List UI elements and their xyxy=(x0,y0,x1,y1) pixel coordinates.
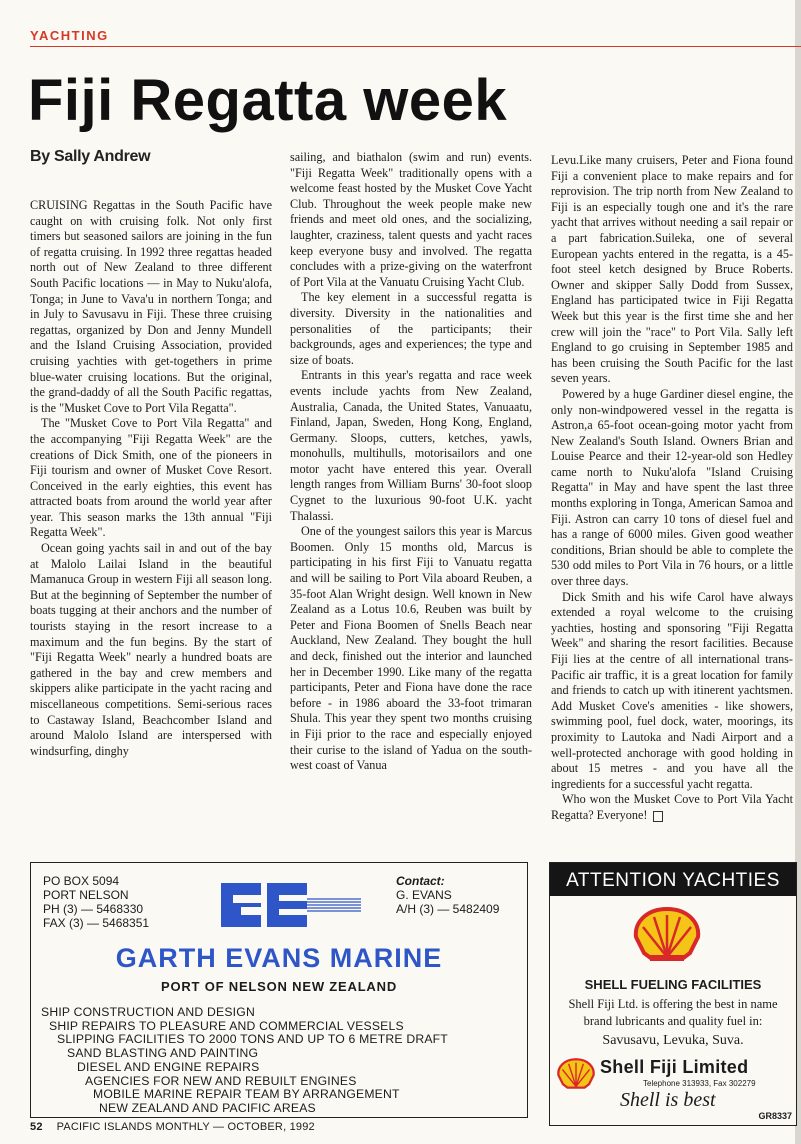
section-label: YACHTING xyxy=(30,28,109,43)
service-line: SLIPPING FACILITIES TO 2000 TONS AND UP TO 6 METRE DRAFT xyxy=(57,1032,448,1047)
end-mark-icon xyxy=(653,811,663,822)
paragraph xyxy=(551,792,793,823)
ad-code: GR8337 xyxy=(758,1111,792,1121)
service-line: MOBILE MARINE REPAIR TEAM BY ARRANGEMENT xyxy=(93,1087,400,1102)
contact-phone: A/H (3) — 5482409 xyxy=(396,902,500,916)
shell-ad xyxy=(549,862,797,1126)
paragraph: CRUISING Regattas in the South Pacific have caught on with cruising folk. Not only first timers but seasoned sailors are joining in the fun of regatta cruising. In 1992 three regattas headed north out of New Zealand to three different South Pacific locations — in May to Nuku'alofa, Tonga; in June to Vava'u in northern Tonga; and in July to Savusavu in Fiji. These three cruising regattas, organized by Don and Jenny Mundell and the Island Cruising Association, provided cruising yachties with get-togethers in prime blue-water cruising locations. But the original, the grand-daddy of all the South Pacific regattas, is the "Musket Cove to Port Vila Regatta". xyxy=(30,198,272,415)
section-rule xyxy=(30,46,801,47)
service-line: SAND BLASTING AND PAINTING xyxy=(67,1046,259,1061)
paragraph: sailing, and biathalon (swim and run) events. "Fiji Regatta Week" traditionally opens with a welcome feast hosted by the Musket Cove Yacht Club. Throughout the week people make new friends and meet old ones, and the socializing, laughter, craziness, talent quests and yacht races keep everyone busy and involved. The regatta concludes with a prize-giving on the waterfront of Port Vila at the Vanuatu Cruising Yacht Club. xyxy=(290,150,532,289)
article-column-3 xyxy=(551,153,793,824)
publication-line: PACIFIC ISLANDS MONTHLY — OCTOBER, 1992 xyxy=(56,1121,315,1133)
shell-slogan: Shell is best xyxy=(620,1089,716,1111)
paragraph: Ocean going yachts sail in and out of the bay at Malolo Lailai Island in the beautiful Mamanuca Group in western Fiji all season long. But at the beginning of September the number of boats tugging at their anchors and the number of tourists staying in the resort increase to a maximum and the fun begins. By the start of "Fiji Regatta Week" nearly a hundred boats are gathered in the bay and crew members and skippers alike participate in the yacht racing and miscellaneous competitions. Semi-serious races to Castaway Island, Beachcomber Island and around Malolo Island are interspersed with windsurfing, dinghy xyxy=(30,541,272,758)
address-line: PORT NELSON xyxy=(43,888,129,902)
shell-locations: Savusavu, Levuka, Suva. xyxy=(602,1033,744,1048)
paragraph: The key element in a successful regatta is diversity. Diversity in the nationalities and personalities of the participants; their backgrounds, ages and experiences; the type and size of boats. xyxy=(290,290,532,367)
page-footer xyxy=(30,1121,315,1133)
shell-small-logo-icon xyxy=(556,1057,596,1091)
shell-telephone: Telephone 313933, Fax 302279 xyxy=(643,1079,756,1088)
closing-line: Who won the Musket Cove to Port Vila Yacht Regatta? Everyone! xyxy=(551,792,793,822)
ad-contact xyxy=(396,874,499,916)
address-line: PH (3) — 5468330 xyxy=(43,902,144,916)
ad-address xyxy=(43,874,149,930)
contact-label: Contact: xyxy=(396,874,445,888)
address-line: FAX (3) — 5468351 xyxy=(43,916,150,930)
ad-port: PORT OF NELSON NEW ZEALAND xyxy=(160,979,398,994)
service-line: AGENCIES FOR NEW AND REBUILT ENGINES xyxy=(85,1073,357,1088)
address-line: PO BOX 5094 xyxy=(43,874,120,888)
ge-logo-icon xyxy=(221,881,361,929)
shell-logo-icon xyxy=(632,905,702,965)
article-column-2 xyxy=(290,150,532,774)
service-line: NEW ZEALAND AND PACIFIC AREAS xyxy=(99,1100,316,1115)
service-line: SHIP CONSTRUCTION AND DESIGN xyxy=(41,1005,255,1019)
shell-offer: Shell Fiji Ltd. is offering the best in name brand lubricants and quality fuel in: xyxy=(568,997,778,1028)
paragraph: Entrants in this year's regatta and race week events include yachts from New Zealand, Australia, Canada, the United States, Vanuaatu, Finland, Japan, Sweden, Hong Kong, England, Germany. Sloops, cutters, ketches, yawls, monohulls, multihulls, motorisailors and one motor yacht have entered this year. Overall length ranges from William Burns' 30-foot sloop Cygnet to the luxurious 90-foot U.K. yacht Thalassi. xyxy=(290,368,532,523)
garth-evans-ad xyxy=(30,862,528,1118)
article-title: Fiji Regatta week xyxy=(28,68,508,133)
shell-facilities: SHELL FUELING FACILITIES xyxy=(584,977,762,992)
service-line: DIESEL AND ENGINE REPAIRS xyxy=(77,1059,260,1074)
byline: By Sally Andrew xyxy=(30,148,151,165)
paragraph: Levu.Like many cruisers, Peter and Fiona found Fiji a convenient place to make repairs and for reprovision. The trip north from New Zealand to Fiji is an especially tough one and it's the rare yacht that arrives without needing a sail repair or a part fabrication.Suileka, one of several European yachts entered in the regatta, is a 45-foot steel ketch designed by Bruce Roberts. Owner and skipper Sally Dodd from Sussex, England has participated twice in Fiji Regatta Week but this year is the first time she and her crew will join the "race" to Port Vila. Sally left England to go cruising in September 1985 and has been cruising the South Pacific for the last seven years. xyxy=(551,153,793,386)
paragraph: Dick Smith and his wife Carol have always extended a royal welcome to the cruising yachties, hosting and sponsoring "Fiji Regatta Week" and sharing the resort facilities. Because Fiji lies at the centre of all international trans-Pacific air traffic, it is a great location for family and friends to catch up with itinerent yachtsmen. Add Musket Cove's amenities - like showers, swimming pool, fuel dock, water, moorings, its proximity to Lautoka and Nadi Airport and a well-protected anchorage with good holding in about 15 metres - and you have all the ingredients for a successful yacht regatta. xyxy=(551,589,793,791)
page-number: 52 xyxy=(30,1121,43,1133)
ad-services xyxy=(41,1006,448,1116)
shell-brand: Shell Fiji Limited xyxy=(600,1057,749,1077)
paragraph: One of the youngest sailors this year is Marcus Boomen. Only 15 months old, Marcus is participating in his first Fiji to Vanuatu regatta and will be sailing to Port Vila aboard Reuben, a 35-foot Alan Wright design. Well known in New Zealand as a Lotus 10.6, Reuben was built by Peter and Fiona Boomen of Snells Beach near Auckland, New Zealand. They bought the hull and deck, finished out the interior and launched her in December 1990. Like many of the regatta participants, Peter and Fiona have done the race before - in 1986 aboard the 33-foot trimaran Shula. This year they spent two months cruising in Fiji prior to the race and especially enjoyed their curise to the island of Yadua on the south-west coast of Vanua xyxy=(290,524,532,773)
contact-name: G. EVANS xyxy=(396,888,452,902)
ad-headline: ATTENTION YACHTIES xyxy=(550,863,796,896)
article-column-1 xyxy=(30,198,272,759)
paragraph: The "Musket Cove to Port Vila Regatta" and the accompanying "Fiji Regatta Week" are the creations of Dick Smith, one of the pioneers in Fiji tourism and owner of Musket Cove Resort. Conceived in the early eighties, this event has attracted boats from around the world year after year. This season marks the 13th annual "Fiji Regatta Week". xyxy=(30,416,272,540)
service-line: SHIP REPAIRS TO PLEASURE AND COMMERCIAL VESSELS xyxy=(49,1018,404,1033)
paragraph: Powered by a huge Gardiner diesel engine, the only non-windpowered vessel in the regatta is Astron,a 65-foot ocean-going motor yacht from New Zealand's South Island. Owners Brian and Louise Pearce and their 12-year-old son Hedley came north to Nuku'alofa "Island Cruising Regatta" in May and have spent the last three months exploring in Tonga, American Samoa and Fiji. Astron can carry 10 tons of diesel fuel and has a range of 6000 miles. Given good weather conditions, Brian should be able to complete the 530 odd miles to Port Vila in 76 hours, or a little over three days. xyxy=(551,386,793,589)
ad-brand: GARTH EVANS MARINE xyxy=(115,943,443,973)
